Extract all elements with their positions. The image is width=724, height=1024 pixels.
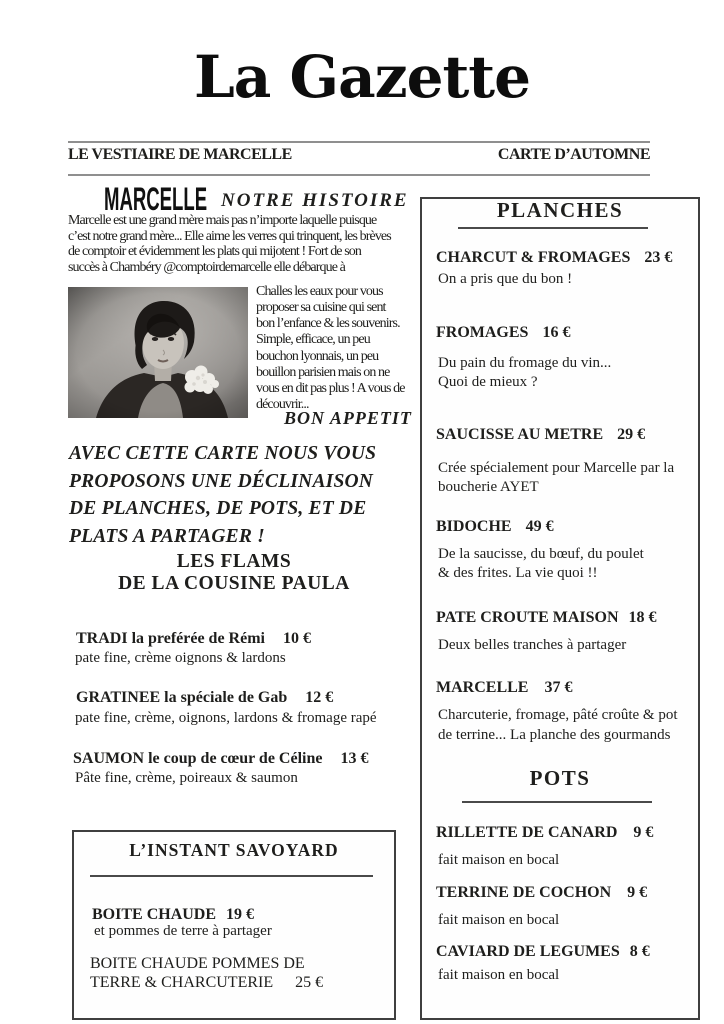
menu-item-saucisse-au-metre bbox=[436, 425, 645, 445]
flams-heading-line2: DE LA COUSINE PAULA bbox=[118, 573, 350, 594]
story-wrap-paragraph bbox=[256, 284, 405, 413]
wrap-line: découvrir... bbox=[256, 397, 309, 413]
menu-item-terrine bbox=[436, 883, 647, 903]
masthead-title: La Gazette bbox=[194, 43, 530, 111]
item-name-label: CHARCUT & FROMAGES bbox=[436, 249, 631, 266]
item-name-label: SAUCISSE AU METRE bbox=[436, 426, 604, 443]
manifesto-line: PLATS A PARTAGER ! bbox=[69, 526, 265, 548]
item-name-label: TRADI la preférée de Rémi bbox=[76, 630, 265, 647]
item-desc-line: boucherie AYET bbox=[438, 478, 539, 495]
menu-item-caviard bbox=[436, 942, 650, 962]
menu-item-fromages bbox=[436, 323, 570, 343]
menu-item-marcelle-planche bbox=[436, 678, 572, 698]
item-name-label: TERRINE DE COCHON bbox=[436, 884, 612, 901]
menu-item-boite-chaude-detail: et pommes de terre à partager bbox=[94, 923, 272, 939]
pots-title-rule bbox=[462, 801, 652, 803]
item-desc: fait maison en bocal bbox=[438, 852, 560, 868]
item-price: 8 € bbox=[629, 943, 650, 960]
story-intro-paragraph bbox=[68, 213, 391, 276]
menu-item-rillette bbox=[436, 823, 653, 843]
item-price: 18 € bbox=[628, 609, 657, 626]
item-price: 12 € bbox=[305, 689, 334, 706]
item-name-label: GRATINEE la spéciale de Gab bbox=[76, 689, 288, 706]
item-desc: fait maison en bocal bbox=[438, 967, 560, 983]
savoyard-title-rule bbox=[90, 875, 373, 877]
menu-item-saumon-detail: Pâte fine, crème, poireaux & saumon bbox=[75, 770, 298, 786]
intro-line: Marcelle est une grand mère mais pas n’importe laquelle puisque bbox=[68, 213, 377, 228]
item-price: 9 € bbox=[627, 884, 648, 901]
header-rule-top bbox=[68, 141, 650, 143]
menu-item-tradi bbox=[76, 629, 311, 649]
item-desc: fait maison en bocal bbox=[438, 912, 560, 928]
item-desc-line: Du pain du fromage du vin... bbox=[438, 355, 612, 371]
menu-item-gratinee bbox=[76, 688, 333, 708]
wrap-line: Simple, efficace, un peu bbox=[256, 332, 370, 348]
item-price: 19 € bbox=[226, 906, 255, 923]
item-desc bbox=[438, 459, 674, 496]
item-price: 9 € bbox=[633, 824, 654, 841]
wrap-line: proposer sa cuisine qui sent bbox=[256, 300, 386, 316]
menu-item-tradi-detail: pate fine, crème oignons & lardons bbox=[75, 650, 286, 666]
savoyard-title: L’INSTANT SAVOYARD bbox=[129, 840, 339, 860]
intro-line: de comptoir et évidemment les plats qui mijotent ! Fort de son bbox=[68, 244, 361, 260]
manifesto-line: DE PLANCHES, DE POTS, ET DE bbox=[69, 498, 367, 520]
intro-line: succès à Chambéry @comptoirdemarcelle elle débarque à bbox=[68, 260, 345, 276]
marcelle-portrait-illustration bbox=[68, 287, 248, 418]
marcelle-photo bbox=[68, 287, 248, 418]
item-price: 16 € bbox=[542, 324, 571, 341]
item-name-label: BOITE CHAUDE bbox=[92, 906, 217, 923]
item-name-label: TERRE & CHARCUTERIE bbox=[90, 973, 274, 991]
menu-item-charcut-fromages bbox=[436, 248, 672, 268]
item-name-label: CAVIARD DE LEGUMES bbox=[436, 943, 620, 960]
item-name-label: MARCELLE bbox=[436, 679, 529, 696]
header-right-label: CARTE D’AUTOMNE bbox=[497, 146, 650, 163]
item-desc-line: Crée spécialement pour Marcelle par la bbox=[438, 460, 675, 476]
planches-title-rule bbox=[458, 227, 648, 229]
item-price: 49 € bbox=[525, 518, 554, 535]
menu-item-gratinee-detail: pate fine, crème, oignons, lardons & fromage rapé bbox=[75, 710, 377, 726]
flams-heading-line1: LES FLAMS bbox=[176, 551, 292, 572]
wrap-line: bouchon lyonnais, un peu bbox=[256, 348, 379, 364]
item-price: 10 € bbox=[282, 630, 311, 647]
story-title: MARCELLE bbox=[104, 181, 208, 217]
intro-line: c’est notre grand mère... Elle aime les verres qui trinquent, les brèves bbox=[68, 228, 391, 244]
item-desc-line: de terrine... La planche des gourmands bbox=[438, 726, 671, 743]
planches-title: PLANCHES bbox=[496, 198, 624, 222]
menu-item-saumon bbox=[73, 749, 368, 769]
item-name-line1: BOITE CHAUDE POMMES DE bbox=[90, 955, 305, 972]
item-desc: Deux belles tranches à partager bbox=[438, 637, 627, 653]
item-name-label: FROMAGES bbox=[436, 324, 529, 341]
item-price: 29 € bbox=[617, 426, 646, 443]
manifesto-paragraph bbox=[69, 440, 376, 551]
item-desc-line: Quoi de mieux ? bbox=[438, 373, 538, 390]
item-desc: On a pris que du bon ! bbox=[438, 271, 573, 287]
pots-title: POTS bbox=[529, 766, 591, 790]
header-row bbox=[68, 146, 650, 164]
header-left-label: LE VESTIAIRE DE MARCELLE bbox=[68, 146, 292, 163]
wrap-line: vous en dit pas plus ! A vous de bbox=[256, 380, 405, 396]
story-subtitle: NOTRE HISTOIRE bbox=[221, 190, 409, 211]
manifesto-line: AVEC CETTE CARTE NOUS VOUS bbox=[69, 443, 377, 464]
item-desc-line: & des frites. La vie quoi !! bbox=[438, 564, 598, 581]
wrap-line: bon l’enfance & les souvenirs. bbox=[256, 316, 400, 332]
manifesto-line: PROPOSONS UNE DÉCLINAISON bbox=[69, 470, 374, 492]
menu-item-pate-croute bbox=[436, 608, 657, 628]
wrap-line: Challes les eaux pour vous bbox=[256, 284, 383, 299]
item-price: 25 € bbox=[295, 973, 324, 991]
bon-appetit-text: BON APPETIT bbox=[284, 408, 412, 428]
item-name-label: BIDOCHE bbox=[436, 518, 512, 535]
item-price: 23 € bbox=[644, 249, 673, 266]
header-rule-bottom bbox=[68, 174, 650, 176]
wrap-line: bouillon parisien mais on ne bbox=[256, 364, 390, 380]
item-desc-line: Charcuterie, fromage, pâté croûte & pot bbox=[438, 707, 678, 723]
flams-heading bbox=[68, 551, 400, 595]
item-name-label: SAUMON le coup de cœur de Céline bbox=[73, 750, 323, 767]
item-name-label: RILLETTE DE CANARD bbox=[436, 824, 618, 841]
item-name-label: PATE CROUTE MAISON bbox=[436, 609, 619, 626]
item-desc bbox=[438, 354, 611, 391]
item-name-line2 bbox=[90, 974, 323, 993]
menu-item-boite-chaude-pommes bbox=[90, 955, 323, 992]
item-price: 37 € bbox=[544, 679, 573, 696]
item-desc bbox=[438, 545, 644, 582]
item-desc bbox=[438, 706, 677, 745]
item-price: 13 € bbox=[340, 750, 369, 767]
item-desc-line: De la saucisse, du bœuf, du poulet bbox=[438, 546, 644, 562]
menu-item-bidoche bbox=[436, 517, 554, 537]
